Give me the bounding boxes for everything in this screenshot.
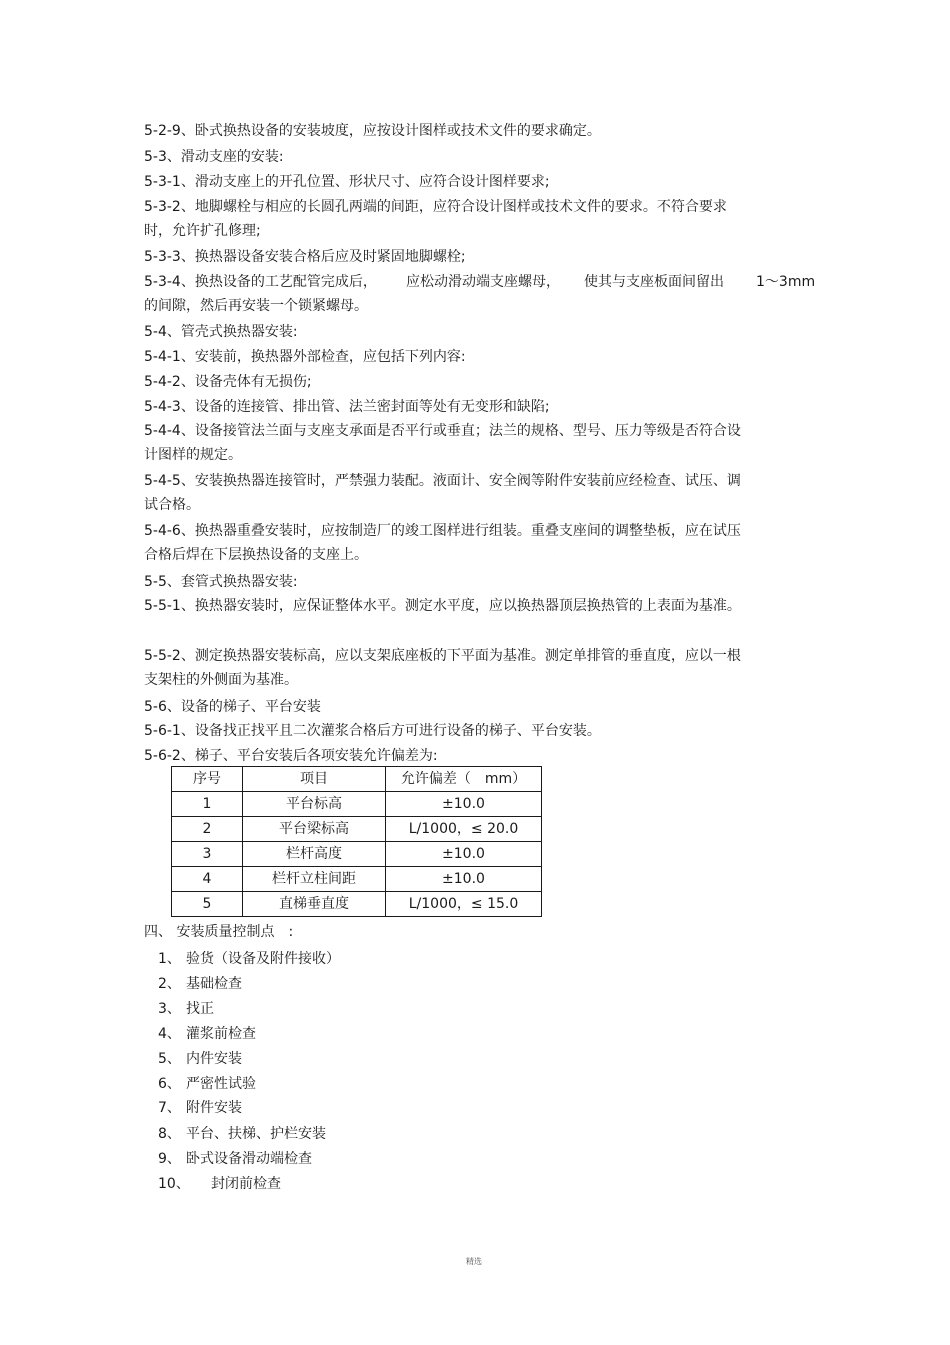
table-row — [172, 792, 542, 817]
paragraph-5-2-9: 5-2-9、卧式换热设备的安装坡度，应按设计图样或技术文件的要求确定。 — [144, 123, 601, 139]
list-item-text: 卧式设备滑动端检查 — [186, 1151, 312, 1167]
paragraph-5-3-2: 5-3-2、地脚螺栓与相应的长圆孔两端的间距，应符合设计图样或技术文件的要求。不符合要求时，允许扩孔修理; — [144, 199, 727, 239]
table-row — [172, 867, 542, 892]
paragraph-5-4-1: 5-4-1、安装前，换热器外部检查，应包括下列内容: — [144, 349, 466, 365]
paragraph-5-4-6: 5-4-6、换热器重叠安装时，应按制造厂的竣工图样进行组装。重叠支座间的调整垫板，应在试压合格后焊在下层换热设备的支座上。 — [144, 523, 741, 563]
list-item-text: 平台、扶梯、护栏安装 — [186, 1126, 326, 1142]
table-cell: 栏杆高度 — [243, 842, 386, 867]
list-item-number: 6、 — [158, 1076, 181, 1092]
table-row — [172, 817, 542, 842]
list-item-number: 3、 — [158, 1001, 181, 1017]
list-item-text: 附件安装 — [186, 1100, 242, 1116]
table-cell: 2 — [172, 817, 243, 842]
paragraph-5-4-3: 5-4-3、设备的连接管、排出管、法兰密封面等处有无变形和缺陷; — [144, 399, 550, 415]
paragraph-5-3-1: 5-3-1、滑动支座上的开孔位置、形状尺寸、应符合设计图样要求; — [144, 174, 550, 190]
paragraph-5-6-1: 5-6-1、设备找正找平且二次灌浆合格后方可进行设备的梯子、平台安装。 — [144, 723, 601, 739]
paragraph-5-5-1: 5-5-1、换热器安装时，应保证整体水平。测定水平度，应以换热器顶层换热管的上表面为基准。 — [144, 598, 741, 614]
list-item-number: 5、 — [158, 1051, 181, 1067]
table-cell: 直梯垂直度 — [243, 892, 386, 917]
table-cell: L/1000，≤ 15.0 — [386, 892, 542, 917]
paragraph-5-3-4-part2: 应松动滑动端支座螺母， — [406, 274, 560, 290]
table-header-cell: 允许偏差（ mm） — [386, 767, 542, 792]
paragraph-5-4-4: 5-4-4、设备接管法兰面与支座支承面是否平行或垂直；法兰的规格、型号、压力等级是否符合设计图样的规定。 — [144, 423, 741, 463]
table-cell: 5 — [172, 892, 243, 917]
heading-5-4: 5-4、管壳式换热器安装: — [144, 324, 298, 340]
list-item-number: 10、 — [158, 1176, 190, 1192]
paragraph-5-3-4-part3: 使其与支座板面间留出 — [584, 274, 724, 290]
paragraph-5-3-3: 5-3-3、换热器设备安装合格后应及时紧固地脚螺栓; — [144, 249, 466, 265]
paragraph-5-3-4 — [144, 270, 824, 318]
heading-5-5: 5-5、套管式换热器安装: — [144, 574, 298, 590]
list-item-number: 4、 — [158, 1026, 181, 1042]
paragraph-5-3-4-line2: 的间隙，然后再安装一个锁紧螺母。 — [144, 298, 368, 314]
table-cell: 4 — [172, 867, 243, 892]
footer-label: 精选 — [466, 1257, 482, 1266]
table-row — [172, 892, 542, 917]
table-cell: 平台标高 — [243, 792, 386, 817]
table-cell: ±10.0 — [386, 867, 542, 892]
paragraph-5-4-5: 5-4-5、安装换热器连接管时，严禁强力装配。液面计、安全阀等附件安装前应经检查、试压、调试合格。 — [144, 473, 741, 513]
list-item-text: 灌浆前检查 — [186, 1026, 256, 1042]
list-item-text: 严密性试验 — [186, 1076, 256, 1092]
tolerance-table — [171, 766, 542, 917]
section-4-title: 四、 安装质量控制点 : — [144, 924, 294, 940]
list-item-text: 找正 — [186, 1001, 214, 1017]
table-header-cell: 序号 — [172, 767, 243, 792]
paragraph-5-5-2: 5-5-2、测定换热器安装标高，应以支架底座板的下平面为基准。测定单排管的垂直度，应以一根支架柱的外侧面为基准。 — [144, 648, 741, 688]
heading-5-6: 5-6、设备的梯子、平台安装 — [144, 699, 321, 715]
table-cell: 1 — [172, 792, 243, 817]
list-item-number: 2、 — [158, 976, 181, 992]
heading-5-3: 5-3、滑动支座的安装: — [144, 149, 284, 165]
list-item-text: 内件安装 — [186, 1051, 242, 1067]
table-cell: 3 — [172, 842, 243, 867]
list-item-number: 7、 — [158, 1100, 181, 1116]
paragraph-5-3-4-part4: 1～3mm — [756, 274, 816, 290]
table-cell: ±10.0 — [386, 842, 542, 867]
table-cell: L/1000，≤ 20.0 — [386, 817, 542, 842]
list-item-text: 验货（设备及附件接收） — [186, 951, 340, 967]
paragraph-5-4-2: 5-4-2、设备壳体有无损伤; — [144, 374, 312, 390]
list-item-text: 封闭前检查 — [211, 1176, 281, 1192]
table-header-cell: 项目 — [243, 767, 386, 792]
list-item-number: 9、 — [158, 1151, 181, 1167]
paragraph-5-3-4-part1: 5-3-4、换热设备的工艺配管完成后， — [144, 274, 377, 290]
table-cell: 栏杆立柱间距 — [243, 867, 386, 892]
list-item-text: 基础检查 — [186, 976, 242, 992]
table-row — [172, 842, 542, 867]
paragraph-5-6-2: 5-6-2、梯子、平台安装后各项安装允许偏差为: — [144, 748, 438, 764]
table-cell: 平台梁标高 — [243, 817, 386, 842]
list-item-number: 8、 — [158, 1126, 181, 1142]
list-item-number: 1、 — [158, 951, 181, 967]
table-header-row — [172, 767, 542, 792]
table-cell: ±10.0 — [386, 792, 542, 817]
